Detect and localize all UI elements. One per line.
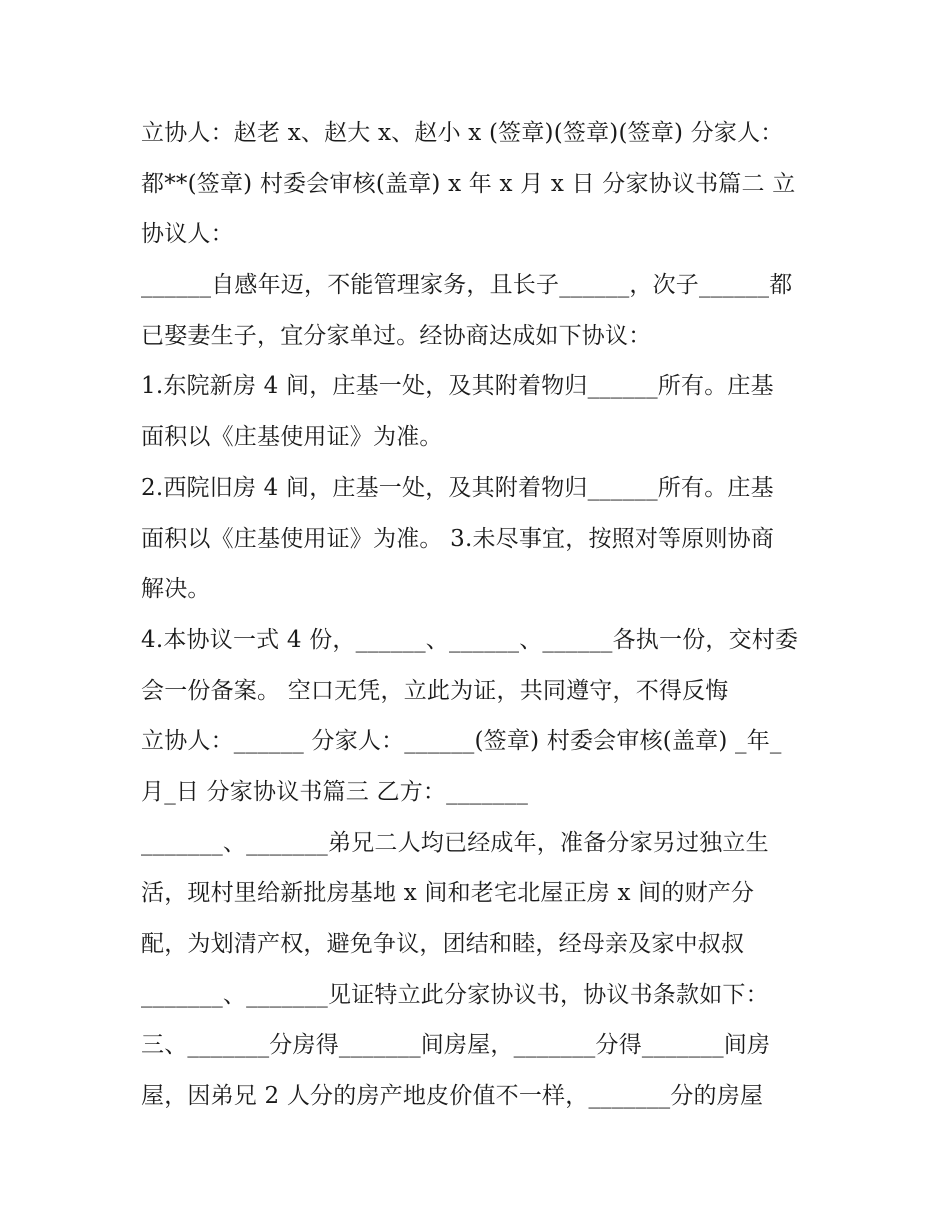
text-line: 协议人： bbox=[141, 221, 234, 248]
text-line: 三、_______分房得_______间房屋，_______分得_______间房 bbox=[141, 1032, 771, 1059]
text-line: 解决。 bbox=[141, 576, 211, 603]
text-line: 月_日 分家协议书篇三 乙方：_______ bbox=[141, 778, 529, 805]
text-line: 屋，因弟兄 2 人分的房产地皮价值不一样，_______分的房屋 bbox=[141, 1083, 764, 1110]
text-line: 2.西院旧房 4 间，庄基一处，及其附着物归______所有。庄基 bbox=[141, 474, 774, 501]
text-line: 1.东院新房 4 间，庄基一处，及其附着物归______所有。庄基 bbox=[141, 373, 774, 400]
text-line: 配，为划清产权，避免争议，团结和睦，经母亲及家中叔叔 bbox=[141, 931, 745, 957]
text-line: 活，现村里给新批房基地 x 间和老宅北屋正房 x 间的财产分 bbox=[141, 880, 755, 907]
text-line: ______自感年迈，不能管理家务，且长子______，次子______都 bbox=[141, 272, 793, 299]
text-line: 4.本协议一式 4 份，______、______、______各执一份，交村委 bbox=[141, 626, 799, 653]
text-line: 会一份备案。 空口无凭，立此为证，共同遵守，不得反悔 bbox=[141, 677, 729, 704]
text-line: 面积以《庄基使用证》为准。 3.未尽事宜，按照对等原则协商 bbox=[141, 525, 775, 552]
text-line: 都**(签章) 村委会审核(盖章) x 年 x 月 x 日 分家协议书篇二 立 bbox=[141, 170, 796, 197]
text-line: 立协人：赵老 x、赵大 x、赵小 x (签章)(签章)(签章) 分家人： bbox=[141, 120, 784, 146]
document-body bbox=[141, 108, 821, 1122]
text-line: _______、_______见证特立此分家协议书，协议书条款如下： bbox=[141, 981, 769, 1008]
text-line: 立协人：______ 分家人：______(签章) 村委会审核(盖章) _年_ bbox=[141, 728, 782, 755]
text-line: _______、_______弟兄二人均已经成年，准备分家另过独立生 bbox=[141, 829, 769, 856]
text-line: 面积以《庄基使用证》为准。 bbox=[141, 424, 443, 451]
text-line: 已娶妻生子，宜分家单过。经协商达成如下协议： bbox=[141, 322, 652, 349]
